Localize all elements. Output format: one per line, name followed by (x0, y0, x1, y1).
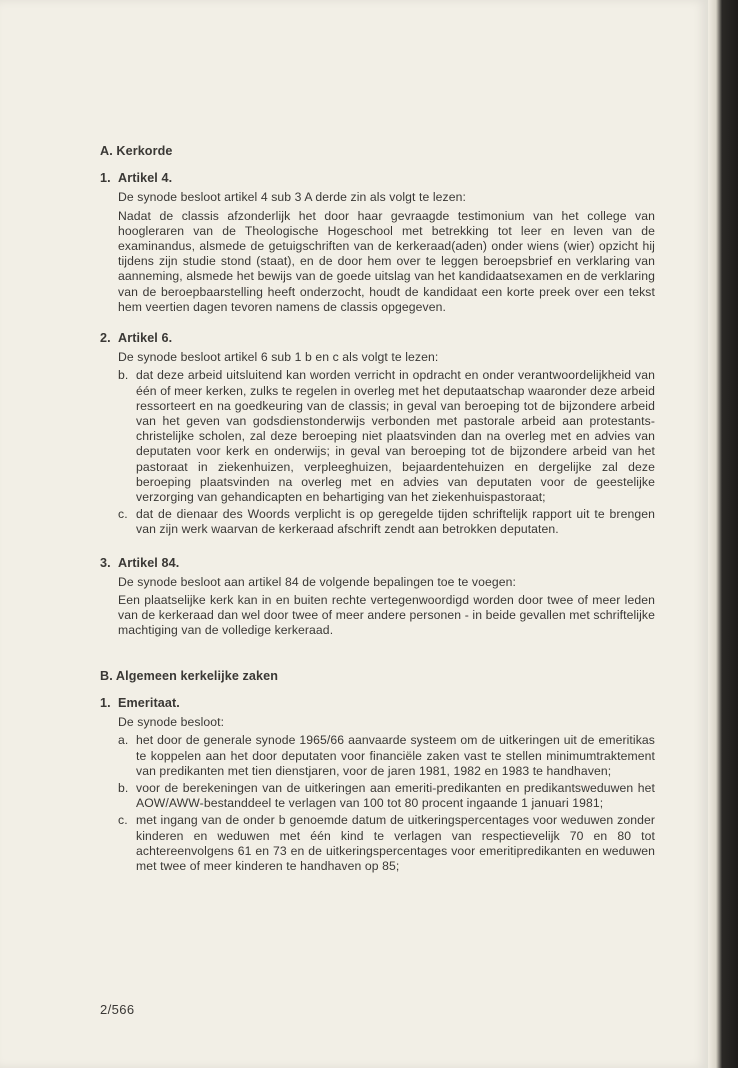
page-edge-shadow (708, 0, 738, 1068)
article-heading (100, 331, 655, 346)
list-item-label: b. (118, 368, 129, 383)
article-body (118, 575, 655, 639)
article-intro: De synode besloot aan artikel 84 de volgende bepalingen toe te voegen: (118, 574, 516, 589)
section-a-heading: A. Kerkorde (100, 144, 173, 158)
article-heading (100, 556, 655, 571)
list-item-label: a. (118, 733, 129, 748)
article-intro: De synode besloot: (118, 715, 225, 730)
article-heading (100, 696, 655, 711)
list-item-text: het door de generale synode 1965/66 aanvaarde systeem om de uitkeringen uit de emeritikas te koppelen aan het door deputaten voor financiële zaken vast te stellen minimumtraktement van predikanten met tien dienstjaren, voor de jaren 1981, 1982 en 1983 te handhaven; (136, 733, 655, 778)
article-body (118, 715, 655, 874)
page-number: 2/566 (100, 1002, 135, 1017)
list-item-text: dat de dienaar des Woords verplicht is op geregelde tijden schriftelijk rapport uit te brengen van zijn werk waarvan de kerkeraad afschrift zendt aan betrokken deputaten. (136, 507, 655, 537)
list-item-label: c. (118, 507, 128, 522)
section-b-heading: B. Algemeen kerkelijke zaken (100, 668, 279, 683)
list-item (118, 368, 655, 505)
list-item-text: dat deze arbeid uitsluitend kan worden verricht in opdracht en onder verantwoordelijkheid van één of meer kerken, zulks te regelen in overleg met het deputaatschap waaronder deze arbeid ressorteert en na goedkeuring van de classis; in geval van beroeping tot de bijzondere arbeid van het geven van godsdienstonderwijs verbonden met pastorale arbeid aan protestants-christelijke scholen, zal deze beroeping niet plaatsvinden dan na overleg met en advies van deputaten voor kerk en onderwijs; in geval van beroeping tot de bijzondere arbeid van het pastoraat in ziekenhuizen, verpleeghuizen, bejaardentehuizen en dergelijke zal deze beroeping plaatsvinden na overleg met en advies van deputaten voor de geestelijke verzorging van gehandicapten en behartiging van het ziekenhuispastoraat; (136, 368, 655, 505)
article-body (118, 190, 655, 315)
article-number: 2. (100, 331, 111, 346)
article-number: 3. (100, 555, 111, 570)
article-title: Artikel 4. (118, 171, 173, 186)
list-item-text: met ingang van de onder b genoemde datum de uitkeringspercentages voor weduwen zonder kinderen en weduwen met één kind te verlagen van respectievelijk 70 en 80 tot achtereenvolgens 61 en 73 en de uitkeringspercentages voor emeritipredikanten en weduwen met twee of meer kinderen te handhaven op 85; (136, 813, 655, 873)
article-body (118, 350, 655, 537)
article-intro: De synode besloot artikel 4 sub 3 A derde zin als volgt te lezen: (118, 190, 466, 205)
article-intro: De synode besloot artikel 6 sub 1 b en c als volgt te lezen: (118, 350, 439, 365)
article-heading (100, 171, 655, 186)
list-item (118, 781, 655, 811)
article-title: Artikel 84. (118, 555, 180, 570)
article-number: 1. (100, 171, 111, 186)
document-body (100, 144, 655, 876)
list-item-label: c. (118, 813, 128, 828)
list-item (118, 507, 655, 537)
article-title: Artikel 6. (118, 331, 173, 346)
list-item (118, 733, 655, 779)
article-paragraph: Nadat de classis afzonderlijk het door haar gevraagde testimonium van het college van hoogleraren van de Theologische Hogeschool met betrekking tot leer en leven van de examinandus, alsmede de getuigschriften van de kerkeraad(aden) onder wiens (wier) opzicht hij tijdens zijn studie stond (staat), en de door hem over te leggen beroepsbrief en verklaring van aanneming, alsmede het bewijs van de goede uitslag van het kandidaatsexamen en de verklaring van de beroepbaarstelling heeft onderzocht, houdt de kandidaat een korte preek over een tekst hem veertien dagen tevoren namens de classis opgegeven. (118, 208, 655, 314)
list-item-label: b. (118, 780, 129, 795)
article-number: 1. (100, 695, 111, 710)
list-item (118, 813, 655, 874)
article-paragraph: Een plaatselijke kerk kan in en buiten rechte vertegenwoordigd worden door twee of meer leden van de kerkeraad dan wel door twee of meer andere personen - in beide gevallen met schriftelijke machtiging van de volledige kerkeraad. (118, 593, 655, 638)
list-item-text: voor de berekeningen van de uitkeringen aan emeriti-predikanten en predikantsweduwen het AOW/AWW-bestanddeel te verlagen van 100 tot 80 procent ingaande 1 januari 1981; (136, 780, 655, 811)
article-title: Emeritaat. (118, 695, 180, 710)
